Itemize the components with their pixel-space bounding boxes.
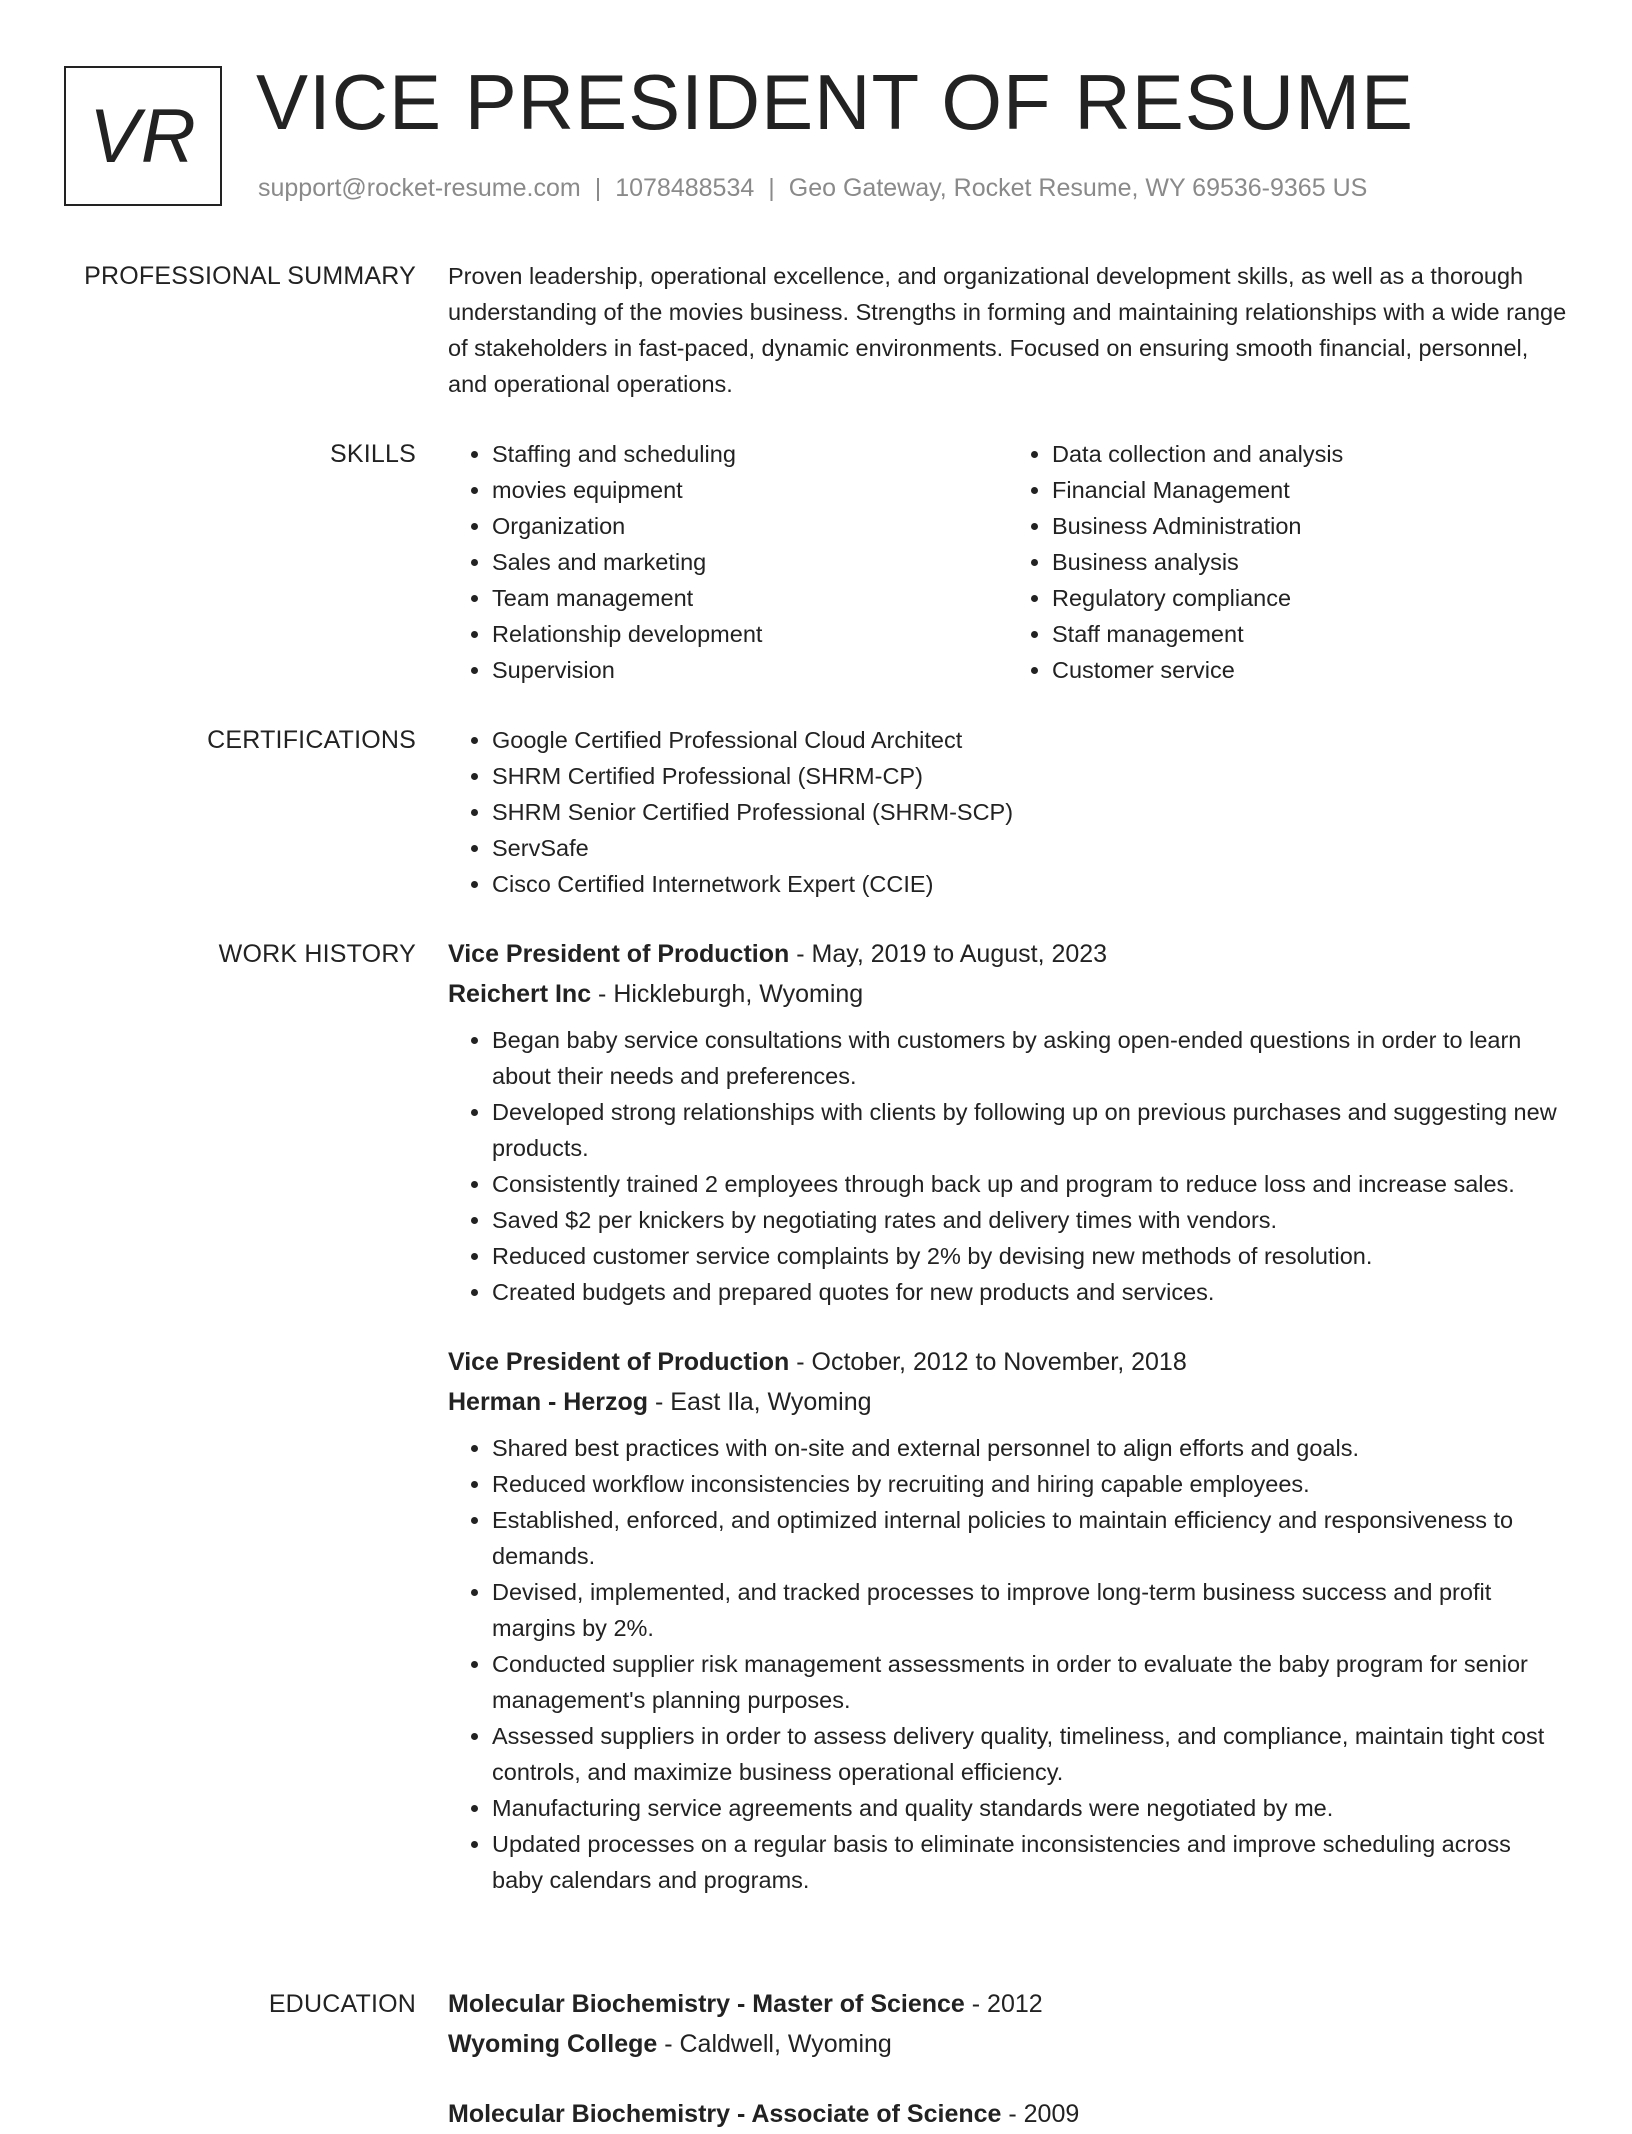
work-history-heading: WORK HISTORY: [218, 940, 416, 968]
job-title-line: [448, 934, 1568, 974]
job-bullet: • Assessed suppliers in order to assess delivery quality, timeliness, and compliance, maintain tight cost controls, and maximize business operational efficiency.: [492, 1718, 1568, 1790]
skill-item: • movies equipment: [492, 472, 1008, 508]
skill-item: • Team management: [492, 580, 1008, 616]
skill-item: • Customer service: [1052, 652, 1568, 688]
job-title-line: [448, 1342, 1568, 1382]
skill-item: • Relationship development: [492, 616, 1008, 652]
resume-title: VICE PRESIDENT OF RESUME: [256, 58, 1415, 146]
certification-item: • Cisco Certified Internetwork Expert (CCIE): [492, 866, 1568, 902]
certification-item: • Google Certified Professional Cloud Architect: [492, 722, 1568, 758]
job-company-line: [448, 1382, 1568, 1422]
job-bullet: • Updated processes on a regular basis to eliminate inconsistencies and improve scheduling across baby calendars and programs.: [492, 1826, 1568, 1898]
job-bullet: • Established, enforced, and optimized internal policies to maintain efficiency and responsiveness to demands.: [492, 1502, 1568, 1574]
skills-list-left: [448, 436, 1008, 688]
skill-item: • Supervision: [492, 652, 1008, 688]
education-location: - Caldwell, Wyoming: [657, 2030, 892, 2058]
education-degree-line: [448, 1984, 1568, 2024]
skills-columns: [448, 436, 1568, 688]
summary-heading: PROFESSIONAL SUMMARY: [84, 262, 416, 290]
skill-item: • Staffing and scheduling: [492, 436, 1008, 472]
job-bullet: • Saved $2 per knickers by negotiating rates and delivery times with vendors.: [492, 1202, 1568, 1238]
skill-item: • Staff management: [1052, 616, 1568, 652]
education-heading: EDUCATION: [268, 1990, 416, 2018]
skill-item: • Regulatory compliance: [1052, 580, 1568, 616]
job-title: Vice President of Production: [448, 1348, 790, 1376]
contact-email[interactable]: support@rocket-resume.com: [258, 174, 581, 202]
contact-address: Geo Gateway, Rocket Resume, WY 69536-9365 US: [788, 174, 1368, 202]
education-degree: Molecular Biochemistry - Master of Science: [448, 1990, 965, 2018]
job-bullet: • Consistently trained 2 employees through back up and program to reduce loss and increase sales.: [492, 1166, 1568, 1202]
job-bullet: • Shared best practices with on-site and external personnel to align efforts and goals.: [492, 1430, 1568, 1466]
skill-item: • Business Administration: [1052, 508, 1568, 544]
certification-item: • SHRM Certified Professional (SHRM-CP): [492, 758, 1568, 794]
job-bullet: • Manufacturing service agreements and quality standards were negotiated by me.: [492, 1790, 1568, 1826]
certifications-list: [448, 722, 1568, 902]
job-title: Vice President of Production: [448, 940, 790, 968]
contact-phone: 1078488534: [615, 174, 755, 202]
job-bullet: • Reduced customer service complaints by 2% by devising new methods of resolution.: [492, 1238, 1568, 1274]
monogram-logo: VR: [64, 66, 222, 206]
job-dates: - May, 2019 to August, 2023: [789, 940, 1108, 968]
contact-separator: |: [594, 174, 602, 202]
job-location: - Hickleburgh, Wyoming: [591, 980, 864, 1008]
certifications-body: [448, 722, 1568, 902]
job-company: Herman - Herzog: [448, 1388, 649, 1416]
job-bullet: • Devised, implemented, and tracked processes to improve long-term business success and profit margins by 2%.: [492, 1574, 1568, 1646]
certification-item: • SHRM Senior Certified Professional (SHRM-SCP): [492, 794, 1568, 830]
education-degree: Molecular Biochemistry - Associate of Science: [448, 2100, 1002, 2128]
job-bullets: [448, 1430, 1568, 1898]
education-school-line: [448, 2024, 1568, 2064]
certification-item: • ServSafe: [492, 830, 1568, 866]
job-bullet: • Began baby service consultations with customers by asking open-ended questions in order to learn about their needs and preferences.: [492, 1022, 1568, 1094]
job-bullet: • Conducted supplier risk management assessments in order to evaluate the baby program for senior management's planning purposes.: [492, 1646, 1568, 1718]
education-year: - 2012: [964, 1990, 1043, 2018]
summary-text: Proven leadership, operational excellence, and organizational development skills, as well as a thorough understanding of the movies business. Strengths in forming and maintaining relationships with a wide range of stakeholders in fast-paced, dynamic environments. Focused on ensuring smooth financial, personnel, and operational operations.: [448, 263, 1567, 397]
contact-line: [258, 174, 1367, 203]
job-entry: [448, 934, 1568, 1310]
skill-item: • Financial Management: [1052, 472, 1568, 508]
skill-item: • Data collection and analysis: [1052, 436, 1568, 472]
contact-separator: |: [768, 174, 775, 202]
job-bullet: • Reduced workflow inconsistencies by recruiting and hiring capable employees.: [492, 1466, 1568, 1502]
job-bullet: • Created budgets and prepared quotes for new products and services.: [492, 1274, 1568, 1310]
job-bullet: • Developed strong relationships with clients by following up on previous purchases and suggesting new products.: [492, 1094, 1568, 1166]
education-degree-line: [448, 2094, 1568, 2134]
skills-heading: SKILLS: [330, 440, 416, 468]
skills-list-right: [1008, 436, 1568, 688]
job-entry: [448, 1342, 1568, 1898]
skill-item: • Organization: [492, 508, 1008, 544]
work-history-body: [448, 934, 1568, 1898]
job-location: - East Ila, Wyoming: [648, 1388, 872, 1416]
job-bullets: [448, 1022, 1568, 1310]
job-company-line: [448, 974, 1568, 1014]
job-dates: - October, 2012 to November, 2018: [789, 1348, 1187, 1376]
education-year: - 2009: [1001, 2100, 1080, 2128]
skill-item: • Business analysis: [1052, 544, 1568, 580]
job-company: Reichert Inc: [448, 980, 592, 1008]
skill-item: • Sales and marketing: [492, 544, 1008, 580]
education-school: Wyoming College: [448, 2030, 658, 2058]
certifications-heading: CERTIFICATIONS: [207, 726, 416, 754]
